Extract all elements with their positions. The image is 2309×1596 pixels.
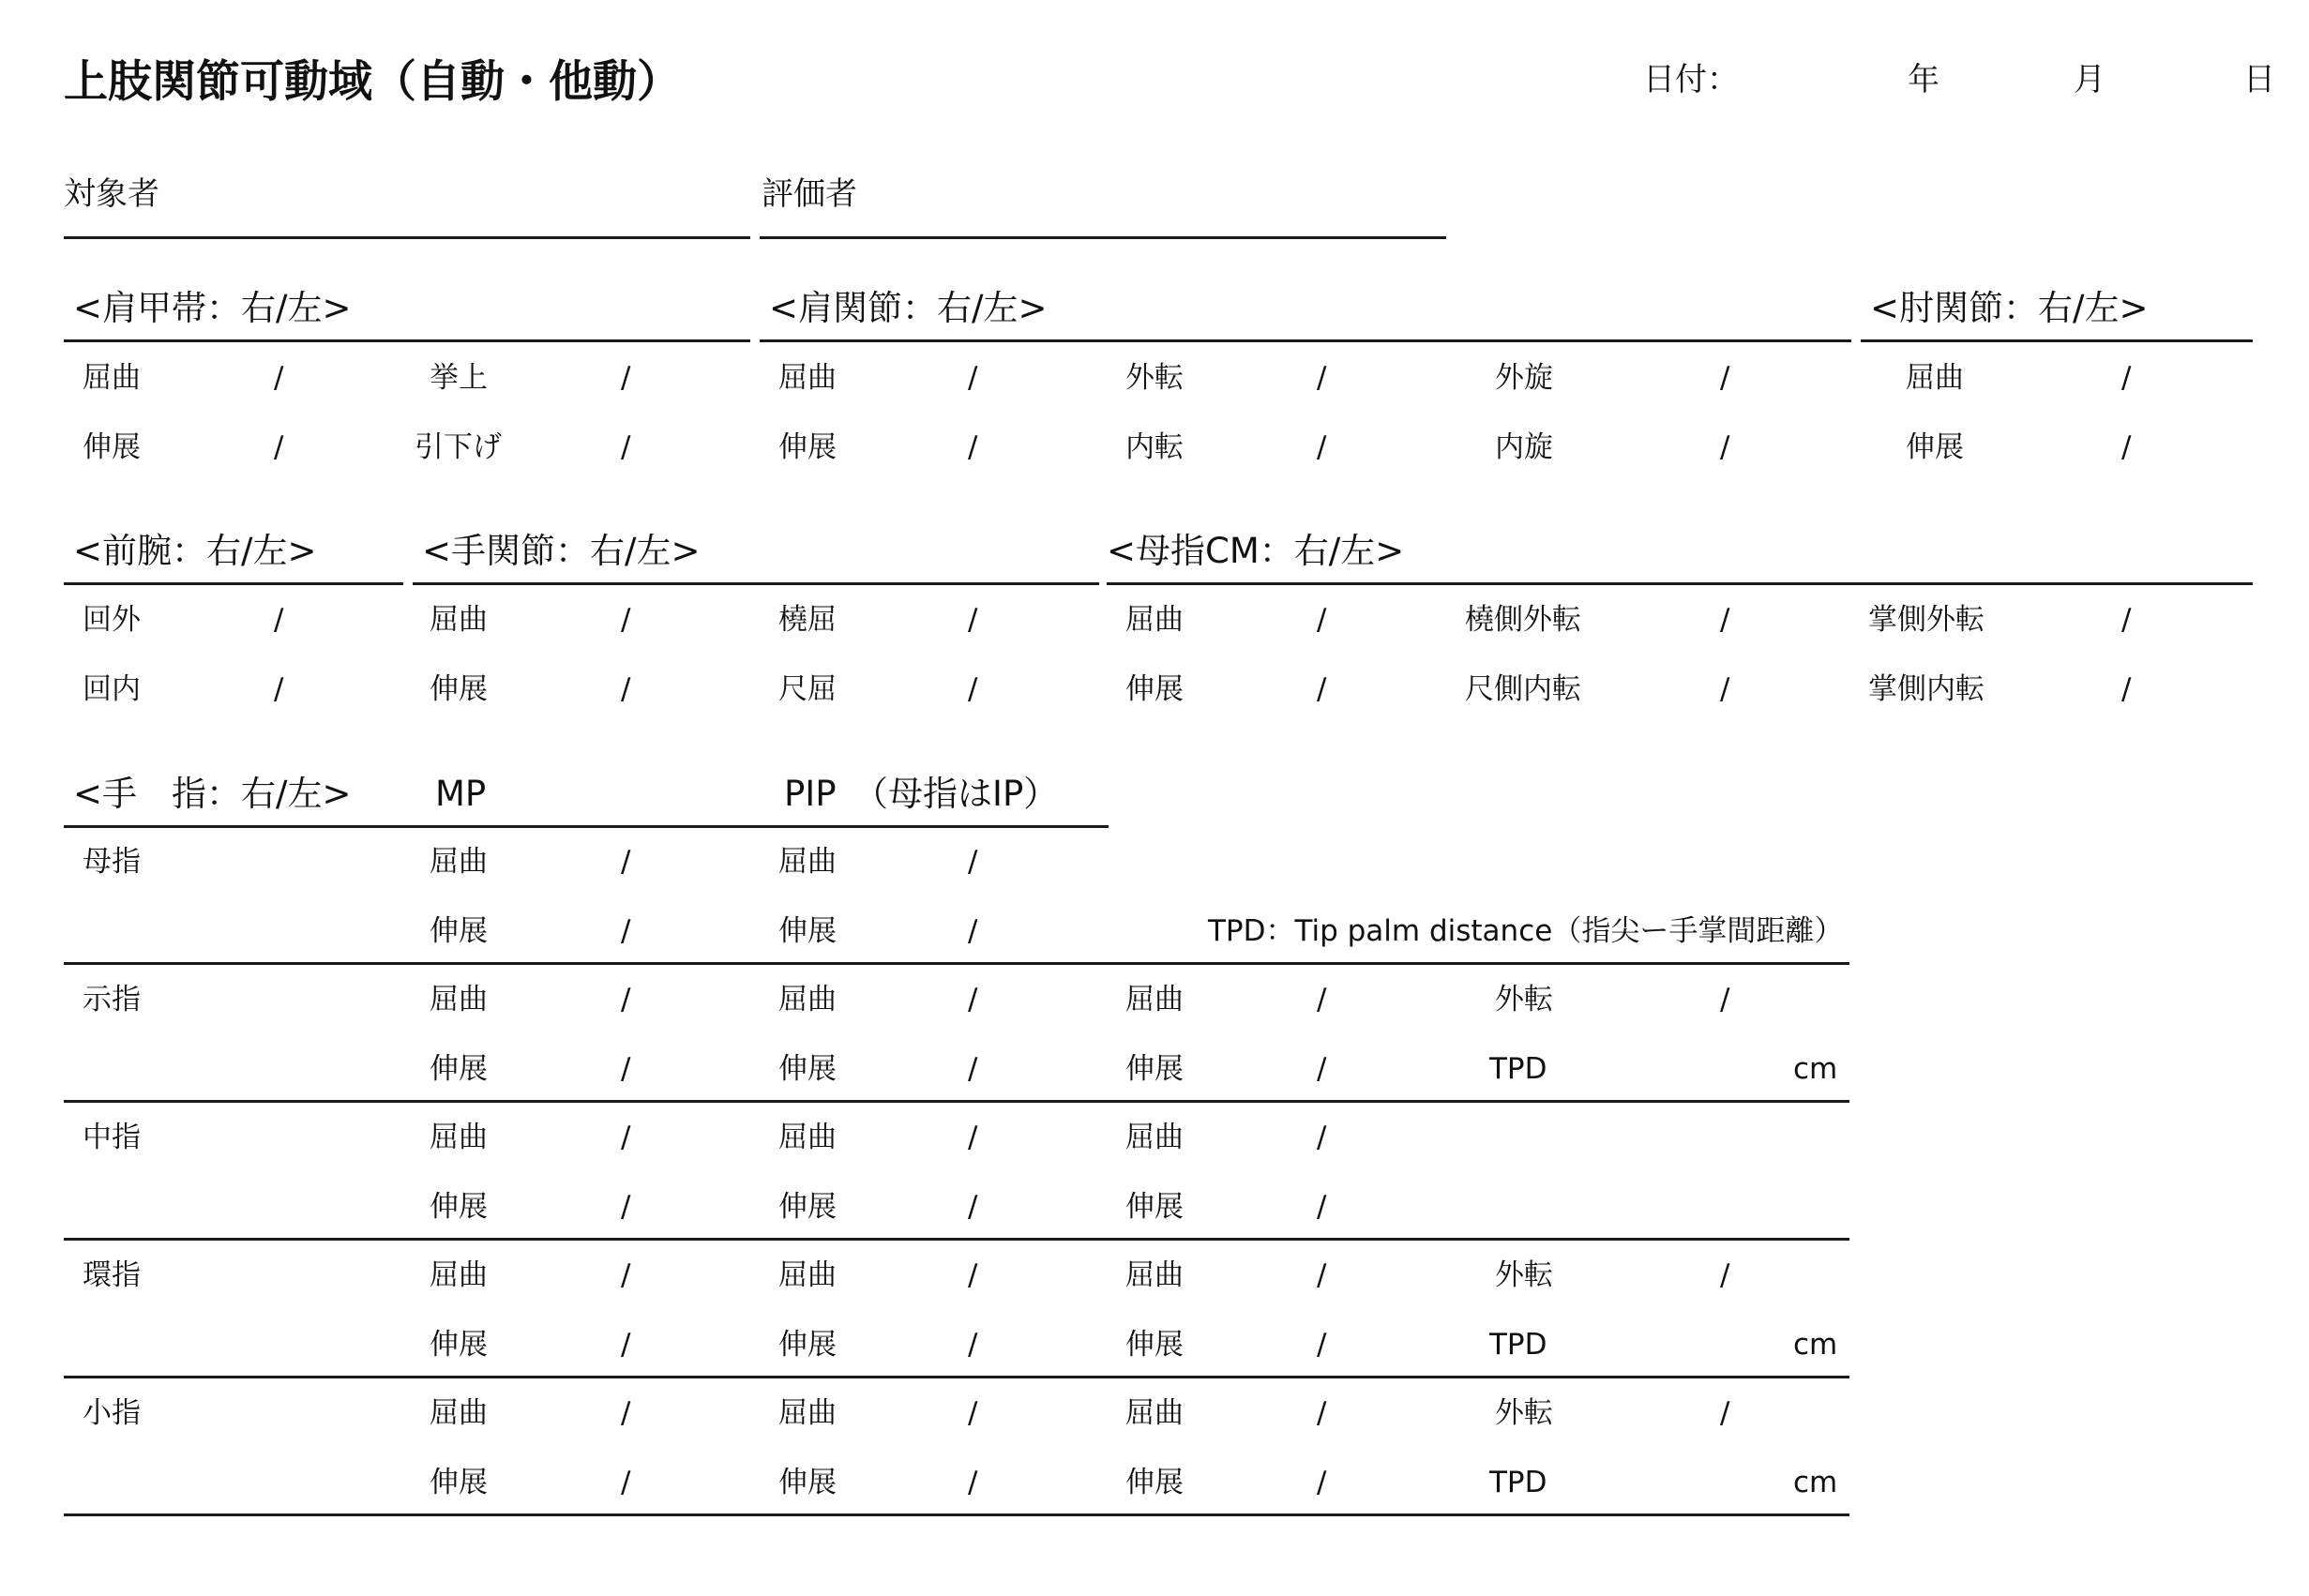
slash-separator[interactable]: /	[274, 361, 284, 395]
scapula-elevation-label: 挙上	[430, 361, 488, 395]
divider	[64, 339, 750, 342]
slash-separator[interactable]: /	[621, 845, 631, 879]
slash-separator[interactable]: /	[621, 1258, 631, 1292]
slash-separator[interactable]: /	[968, 1328, 978, 1362]
forearm-pronation-label: 回内	[83, 672, 141, 706]
slash-separator[interactable]: /	[621, 361, 631, 395]
wrist-radial-dev-label: 橈屈	[778, 603, 837, 637]
ring-mp-extension-label: 伸展	[430, 1328, 488, 1362]
finger-name-ring: 環指	[83, 1258, 141, 1292]
slash-separator[interactable]: /	[621, 1052, 631, 1086]
slash-separator[interactable]: /	[968, 845, 978, 879]
slash-separator[interactable]: /	[1720, 603, 1730, 637]
section-scapula: <肩甲帯：右/左>	[73, 288, 352, 328]
section-forearm: <前腕：右/左>	[73, 531, 317, 571]
slash-separator[interactable]: /	[2121, 603, 2132, 637]
subject-label: 対象者	[64, 175, 159, 213]
slash-separator[interactable]: /	[621, 603, 631, 637]
little-tpd-unit-label: cm	[1793, 1466, 1838, 1499]
thumb-cm-palmar-abduction-label: 掌側外転	[1868, 603, 1985, 637]
elbow-flexion-label: 屈曲	[1906, 361, 1964, 395]
thumb-cm-palmar-adduction-label: 掌側内転	[1868, 672, 1985, 706]
divider	[413, 582, 1099, 585]
shoulder-ext-rotation-label: 外旋	[1495, 361, 1553, 395]
slash-separator[interactable]: /	[2121, 672, 2132, 706]
slash-separator[interactable]: /	[1317, 1466, 1327, 1499]
finger-name-thumb: 母指	[83, 845, 141, 879]
section-fingers: <手 指：右/左>	[73, 774, 352, 814]
divider	[64, 825, 1109, 828]
index-dip-flexion-label: 屈曲	[1125, 983, 1184, 1016]
slash-separator[interactable]: /	[1317, 672, 1327, 706]
slash-separator[interactable]: /	[1720, 430, 1730, 464]
slash-separator[interactable]: /	[1317, 361, 1327, 395]
divider	[64, 582, 403, 585]
wrist-ulnar-dev-label: 尺屈	[778, 672, 837, 706]
slash-separator[interactable]: /	[1317, 983, 1327, 1016]
slash-separator[interactable]: /	[621, 1396, 631, 1430]
slash-separator[interactable]: /	[1317, 1396, 1327, 1430]
slash-separator[interactable]: /	[621, 672, 631, 706]
finger-row-divider	[64, 1238, 1849, 1241]
slash-separator[interactable]: /	[1317, 430, 1327, 464]
slash-separator[interactable]: /	[621, 983, 631, 1016]
thumb-cm-flexion-label: 屈曲	[1125, 603, 1184, 637]
little-tpd-label: TPD	[1489, 1466, 1547, 1499]
little-mp-extension-label: 伸展	[430, 1466, 488, 1499]
evaluator-label: 評価者	[762, 175, 857, 213]
middle-dip-flexion-label: 屈曲	[1125, 1121, 1184, 1154]
slash-separator[interactable]: /	[1720, 672, 1730, 706]
slash-separator[interactable]: /	[621, 430, 631, 464]
slash-separator[interactable]: /	[968, 1466, 978, 1499]
slash-separator[interactable]: /	[968, 983, 978, 1016]
ring-dip-extension-label: 伸展	[1125, 1328, 1184, 1362]
thumb-pip-extension-label: 伸展	[778, 914, 837, 948]
slash-separator[interactable]: /	[968, 1396, 978, 1430]
finger-row-divider	[64, 1513, 1849, 1516]
middle-dip-extension-label: 伸展	[1125, 1190, 1184, 1224]
slash-separator[interactable]: /	[2121, 430, 2132, 464]
ring-pip-extension-label: 伸展	[778, 1328, 837, 1362]
divider	[1861, 339, 2253, 342]
date-year-label: 年	[1908, 61, 1939, 98]
finger-row-divider	[64, 1376, 1849, 1378]
little-dip-flexion-label: 屈曲	[1125, 1396, 1184, 1430]
section-thumb-cm: <母指CM：右/左>	[1107, 531, 1405, 571]
slash-separator[interactable]: /	[1720, 361, 1730, 395]
thumb-cm-radial-abduction-label: 橈側外転	[1465, 603, 1581, 637]
slash-separator[interactable]: /	[968, 1258, 978, 1292]
shoulder-abduction-label: 外転	[1125, 361, 1184, 395]
slash-separator[interactable]: /	[968, 672, 978, 706]
divider	[1107, 582, 2253, 585]
finger-name-index: 示指	[83, 983, 141, 1016]
forearm-supination-label: 回外	[83, 603, 141, 637]
middle-pip-flexion-label: 屈曲	[778, 1121, 837, 1154]
shoulder-extension-label: 伸展	[778, 430, 837, 464]
shoulder-flexion-label: 屈曲	[778, 361, 837, 395]
middle-pip-extension-label: 伸展	[778, 1190, 837, 1224]
index-dip-extension-label: 伸展	[1125, 1052, 1184, 1086]
wrist-flexion-label: 屈曲	[430, 603, 488, 637]
little-pip-flexion-label: 屈曲	[778, 1396, 837, 1430]
slash-separator[interactable]: /	[621, 1121, 631, 1154]
finger-name-middle: 中指	[83, 1121, 141, 1154]
index-mp-flexion-label: 屈曲	[430, 983, 488, 1016]
ring-tpd-unit-label: cm	[1793, 1328, 1838, 1362]
date-label: 日付：	[1643, 61, 1739, 98]
slash-separator[interactable]: /	[274, 430, 284, 464]
slash-separator[interactable]: /	[1317, 1190, 1327, 1224]
elbow-extension-label: 伸展	[1906, 430, 1964, 464]
wrist-extension-label: 伸展	[430, 672, 488, 706]
ring-tpd-label: TPD	[1489, 1328, 1547, 1362]
index-pip-extension-label: 伸展	[778, 1052, 837, 1086]
thumb-cm-extension-label: 伸展	[1125, 672, 1184, 706]
thumb-mp-flexion-label: 屈曲	[430, 845, 488, 879]
slash-separator[interactable]: /	[1317, 1258, 1327, 1292]
slash-separator[interactable]: /	[968, 1052, 978, 1086]
slash-separator[interactable]: /	[621, 914, 631, 948]
slash-separator[interactable]: /	[1720, 983, 1730, 1016]
section-elbow: <肘関節：右/左>	[1870, 288, 2149, 328]
little-pip-extension-label: 伸展	[778, 1466, 837, 1499]
middle-mp-extension-label: 伸展	[430, 1190, 488, 1224]
slash-separator[interactable]: /	[1317, 603, 1327, 637]
slash-separator[interactable]: /	[968, 1121, 978, 1154]
ring-abduction-label: 外転	[1495, 1258, 1553, 1292]
slash-separator[interactable]: /	[1720, 1396, 1730, 1430]
shoulder-adduction-label: 内転	[1125, 430, 1184, 464]
slash-separator[interactable]: /	[968, 430, 978, 464]
date-month-label: 月	[2074, 61, 2105, 98]
slash-separator[interactable]: /	[1317, 1121, 1327, 1154]
mp-header: MP	[435, 774, 487, 814]
index-pip-flexion-label: 屈曲	[778, 983, 837, 1016]
tpd-note: TPD：Tip palm distance（指尖ー手掌間距離）	[1208, 914, 1844, 948]
index-tpd-unit-label: cm	[1793, 1052, 1838, 1086]
pip-header: PIP （母指はIP）	[784, 774, 1059, 814]
finger-name-little: 小指	[83, 1396, 141, 1430]
slash-separator[interactable]: /	[1317, 1052, 1327, 1086]
finger-row-divider	[64, 962, 1849, 965]
ring-mp-flexion-label: 屈曲	[430, 1258, 488, 1292]
slash-separator[interactable]: /	[968, 603, 978, 637]
thumb-pip-flexion-label: 屈曲	[778, 845, 837, 879]
slash-separator[interactable]: /	[621, 1328, 631, 1362]
ring-pip-flexion-label: 屈曲	[778, 1258, 837, 1292]
slash-separator[interactable]: /	[274, 672, 284, 706]
date-day-label: 日	[2243, 61, 2275, 98]
scapula-flexion-label: 屈曲	[83, 361, 141, 395]
little-mp-flexion-label: 屈曲	[430, 1396, 488, 1430]
little-abduction-label: 外転	[1495, 1396, 1553, 1430]
ring-dip-flexion-label: 屈曲	[1125, 1258, 1184, 1292]
subject-field[interactable]	[64, 236, 750, 239]
slash-separator[interactable]: /	[968, 361, 978, 395]
slash-separator[interactable]: /	[1720, 1258, 1730, 1292]
slash-separator[interactable]: /	[968, 914, 978, 948]
slash-separator[interactable]: /	[1317, 1328, 1327, 1362]
scapula-depression-label: 引下げ	[415, 430, 502, 464]
divider	[760, 339, 1851, 342]
thumb-mp-extension-label: 伸展	[430, 914, 488, 948]
little-dip-extension-label: 伸展	[1125, 1466, 1184, 1499]
thumb-cm-ulnar-adduction-label: 尺側内転	[1465, 672, 1581, 706]
slash-separator[interactable]: /	[621, 1466, 631, 1499]
slash-separator[interactable]: /	[2121, 361, 2132, 395]
slash-separator[interactable]: /	[621, 1190, 631, 1224]
slash-separator[interactable]: /	[968, 1190, 978, 1224]
finger-row-divider	[64, 1100, 1849, 1103]
scapula-extension-label: 伸展	[83, 430, 141, 464]
index-mp-extension-label: 伸展	[430, 1052, 488, 1086]
slash-separator[interactable]: /	[274, 603, 284, 637]
section-wrist: <手関節：右/左>	[422, 531, 701, 571]
section-shoulder: <肩関節：右/左>	[769, 288, 1048, 328]
shoulder-int-rotation-label: 内旋	[1495, 430, 1553, 464]
index-tpd-label: TPD	[1489, 1052, 1547, 1086]
index-abduction-label: 外転	[1495, 983, 1553, 1016]
evaluator-field[interactable]	[760, 236, 1446, 239]
middle-mp-flexion-label: 屈曲	[430, 1121, 488, 1154]
page-title: 上肢関節可動域（自動・他動）	[64, 56, 681, 108]
